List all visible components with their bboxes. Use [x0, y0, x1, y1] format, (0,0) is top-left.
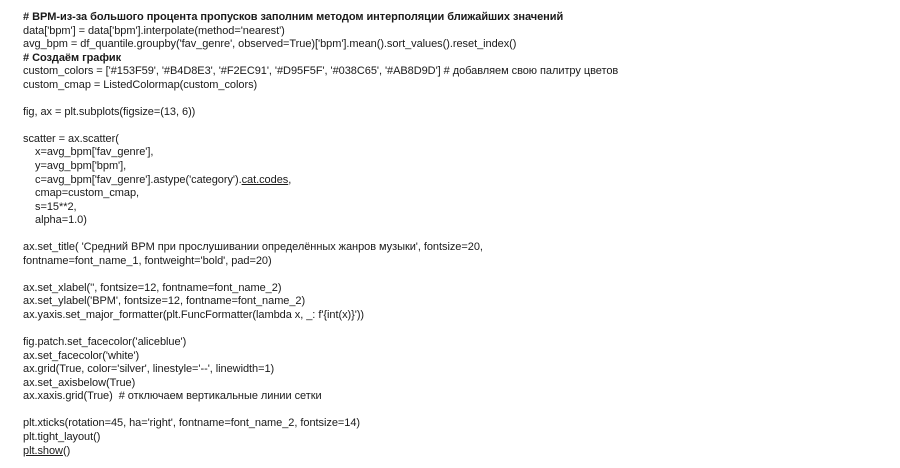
code-text: ,: [288, 173, 292, 186]
code-line: ax.set_axisbelow(True): [23, 376, 136, 389]
blank-line: [23, 268, 883, 282]
blank-line: [23, 228, 883, 242]
code-text: c=avg_bpm['fav_genre'].astype('category').: [23, 173, 242, 186]
code-line: data['bpm'] = data['bpm'].interpolate(method='nearest'): [23, 24, 285, 37]
code-block: [23, 11, 883, 458]
code-line: fontname=font_name_1, fontweight='bold', pad=20): [23, 254, 272, 267]
code-line: ax.grid(True, color='silver', linestyle='--', linewidth=1): [23, 363, 275, 376]
code-line: scatter = ax.scatter(: [23, 132, 119, 145]
underlined-code-text: cat.codes: [241, 173, 289, 186]
underlined-code-text: plt.show: [23, 444, 63, 457]
comment-line: # BPM-из-за большого процента пропусков заполним методом интерполяции ближайших значений: [23, 11, 564, 23]
comment-line: # Создаём график: [23, 51, 122, 64]
code-line: s=15**2,: [23, 200, 77, 213]
code-line: custom_cmap = ListedColormap(custom_colors): [23, 78, 258, 91]
code-line: plt.xticks(rotation=45, ha='right', fontname=font_name_2, fontsize=14): [23, 417, 361, 430]
code-line: plt.tight_layout(): [23, 430, 101, 443]
code-line: y=avg_bpm['bpm'],: [23, 160, 127, 173]
blank-line: [23, 92, 883, 106]
code-line: ax.set_xlabel('', fontsize=12, fontname=font_name_2): [23, 281, 282, 294]
code-line: [23, 445, 883, 459]
code-line: custom_colors = ['#153F59', '#B4D8E3', '#F2EC91', '#D95F5F', '#038C65', '#AB8D9D'] # добавляем свою палитру цветов: [23, 65, 619, 78]
code-line: ax.yaxis.set_major_formatter(plt.FuncFormatter(lambda x, _: f'{int(x)}')): [23, 309, 365, 322]
code-line: fig.patch.set_facecolor('aliceblue'): [23, 336, 187, 349]
code-line: ax.set_title( 'Средний BPM при прослушивании определённых жанров музыки', fontsize=20,: [23, 241, 483, 254]
blank-line: [23, 404, 883, 418]
blank-line: [23, 119, 883, 133]
code-line: ax.set_facecolor('white'): [23, 349, 140, 362]
code-line: avg_bpm = df_quantile.groupby('fav_genre', observed=True)['bpm'].mean().sort_values().reset_index(): [23, 38, 517, 51]
code-line: alpha=1.0): [23, 214, 87, 227]
code-line: ax.xaxis.grid(True) # отключаем вертикальные линии сетки: [23, 390, 322, 403]
code-line: x=avg_bpm['fav_genre'],: [23, 146, 154, 159]
blank-line: [23, 323, 883, 337]
code-line: fig, ax = plt.subplots(figsize=(13, 6)): [23, 105, 196, 118]
code-line: ax.set_ylabel('BPM', fontsize=12, fontname=font_name_2): [23, 295, 306, 308]
code-line: [23, 174, 883, 188]
code-line: cmap=custom_cmap,: [23, 187, 140, 200]
code-text: (): [62, 444, 71, 457]
